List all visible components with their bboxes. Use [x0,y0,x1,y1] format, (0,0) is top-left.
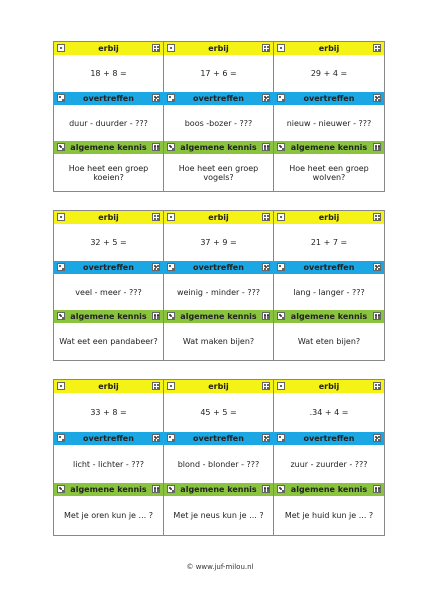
die-four-icon [373,382,381,390]
header-erbij: erbij [54,211,163,224]
die-six-icon [262,143,270,151]
sum-question: 32 + 5 = [90,237,127,247]
die-five-icon [262,434,270,442]
die-six-icon [152,143,160,151]
die-four-icon [262,382,270,390]
knowledge-question: Wat eet een pandabeer? [59,337,158,347]
knowledge-question: Hoe heet een groep wolven? [289,163,369,182]
sum-question: 17 + 6 = [200,68,237,78]
header-overtreffen: overtreffen [54,261,163,274]
header-overtreffen: overtreffen [274,92,384,105]
header-algemene-kennis: algemene kennis [164,141,273,154]
knowledge-question: Met je huid kun je ... ? [284,511,374,521]
card-block-3 [53,379,385,536]
header-erbij: erbij [54,380,163,393]
header-erbij: erbij [274,211,384,224]
card [164,380,274,535]
sum-question: 33 + 8 = [90,407,127,417]
die-five-icon [152,94,160,102]
die-four-icon [262,213,270,221]
die-one-icon [277,213,285,221]
die-two-icon [277,434,285,442]
die-three-icon [167,143,175,151]
sum-question: 37 + 9 = [200,237,237,247]
die-two-icon [277,94,285,102]
knowledge-question: Met je neus kun je ... ? [173,511,264,521]
die-two-icon [57,94,65,102]
die-six-icon [262,485,270,493]
die-two-icon [167,434,175,442]
die-five-icon [373,94,381,102]
header-overtreffen: overtreffen [54,92,163,105]
die-one-icon [57,213,65,221]
die-two-icon [57,263,65,271]
die-five-icon [262,94,270,102]
die-two-icon [167,263,175,271]
die-three-icon [57,143,65,151]
die-three-icon [277,485,285,493]
knowledge-question: Wat eten bijen? [297,337,361,347]
card [164,42,274,191]
header-erbij: erbij [164,211,273,224]
header-algemene-kennis: algemene kennis [54,483,163,496]
die-three-icon [277,312,285,320]
die-one-icon [167,44,175,52]
die-three-icon [277,143,285,151]
die-four-icon [152,44,160,52]
compare-question: nieuw - nieuwer - ??? [286,118,372,128]
die-six-icon [373,312,381,320]
card [274,211,384,360]
die-four-icon [152,213,160,221]
compare-question: veel - meer - ??? [75,287,142,297]
compare-question: blond - blonder - ??? [177,459,260,469]
knowledge-question: Hoe heet een groep vogels? [178,163,259,182]
sum-question: 45 + 5 = [200,407,237,417]
die-one-icon [277,382,285,390]
header-erbij: erbij [274,42,384,55]
card [54,211,164,360]
sum-question: 29 + 4 = [310,68,348,78]
header-algemene-kennis: algemene kennis [54,141,163,154]
header-algemene-kennis: algemene kennis [164,483,273,496]
header-algemene-kennis: algemene kennis [164,310,273,323]
die-one-icon [167,382,175,390]
card-block-1 [53,41,385,192]
card [274,42,384,191]
header-overtreffen: overtreffen [164,92,273,105]
copyright-footer: © www.juf-milou.nl [186,563,254,571]
knowledge-question: Hoe heet een groep koeien? [68,163,149,182]
header-algemene-kennis: algemene kennis [54,310,163,323]
header-overtreffen: overtreffen [54,432,163,445]
die-three-icon [57,485,65,493]
die-five-icon [373,263,381,271]
die-one-icon [57,382,65,390]
knowledge-question: Wat maken bijen? [182,337,255,347]
die-six-icon [373,143,381,151]
sum-question: 21 + 7 = [310,237,348,247]
die-four-icon [262,44,270,52]
header-overtreffen: overtreffen [274,261,384,274]
card [164,211,274,360]
die-three-icon [167,312,175,320]
compare-question: boos -bozer - ??? [184,118,253,128]
die-four-icon [373,213,381,221]
compare-question: duur - duurder - ??? [69,118,148,128]
compare-question: weinig - minder - ??? [176,287,261,297]
die-four-icon [152,382,160,390]
card [54,42,164,191]
header-overtreffen: overtreffen [164,432,273,445]
die-one-icon [57,44,65,52]
compare-question: licht - lichter - ??? [73,459,144,469]
header-algemene-kennis: algemene kennis [274,310,384,323]
card [274,380,384,535]
sum-question: .34 + 4 = [309,407,349,417]
die-five-icon [373,434,381,442]
compare-question: zuur - zuurder - ??? [290,459,368,469]
die-five-icon [152,263,160,271]
header-erbij: erbij [164,380,273,393]
die-two-icon [167,94,175,102]
die-three-icon [167,485,175,493]
header-algemene-kennis: algemene kennis [274,483,384,496]
header-erbij: erbij [274,380,384,393]
die-five-icon [262,263,270,271]
card-block-2 [53,210,385,361]
die-one-icon [277,44,285,52]
die-five-icon [152,434,160,442]
die-one-icon [167,213,175,221]
card [54,380,164,535]
die-two-icon [57,434,65,442]
sum-question: 18 + 8 = [90,68,127,78]
compare-question: lang - langer - ??? [293,287,365,297]
header-overtreffen: overtreffen [164,261,273,274]
knowledge-question: Met je oren kun je ... ? [64,511,153,521]
die-four-icon [373,44,381,52]
die-six-icon [152,312,160,320]
header-overtreffen: overtreffen [274,432,384,445]
header-erbij: erbij [164,42,273,55]
header-erbij: erbij [54,42,163,55]
die-three-icon [57,312,65,320]
die-six-icon [373,485,381,493]
die-two-icon [277,263,285,271]
header-algemene-kennis: algemene kennis [274,141,384,154]
die-six-icon [152,485,160,493]
die-six-icon [262,312,270,320]
